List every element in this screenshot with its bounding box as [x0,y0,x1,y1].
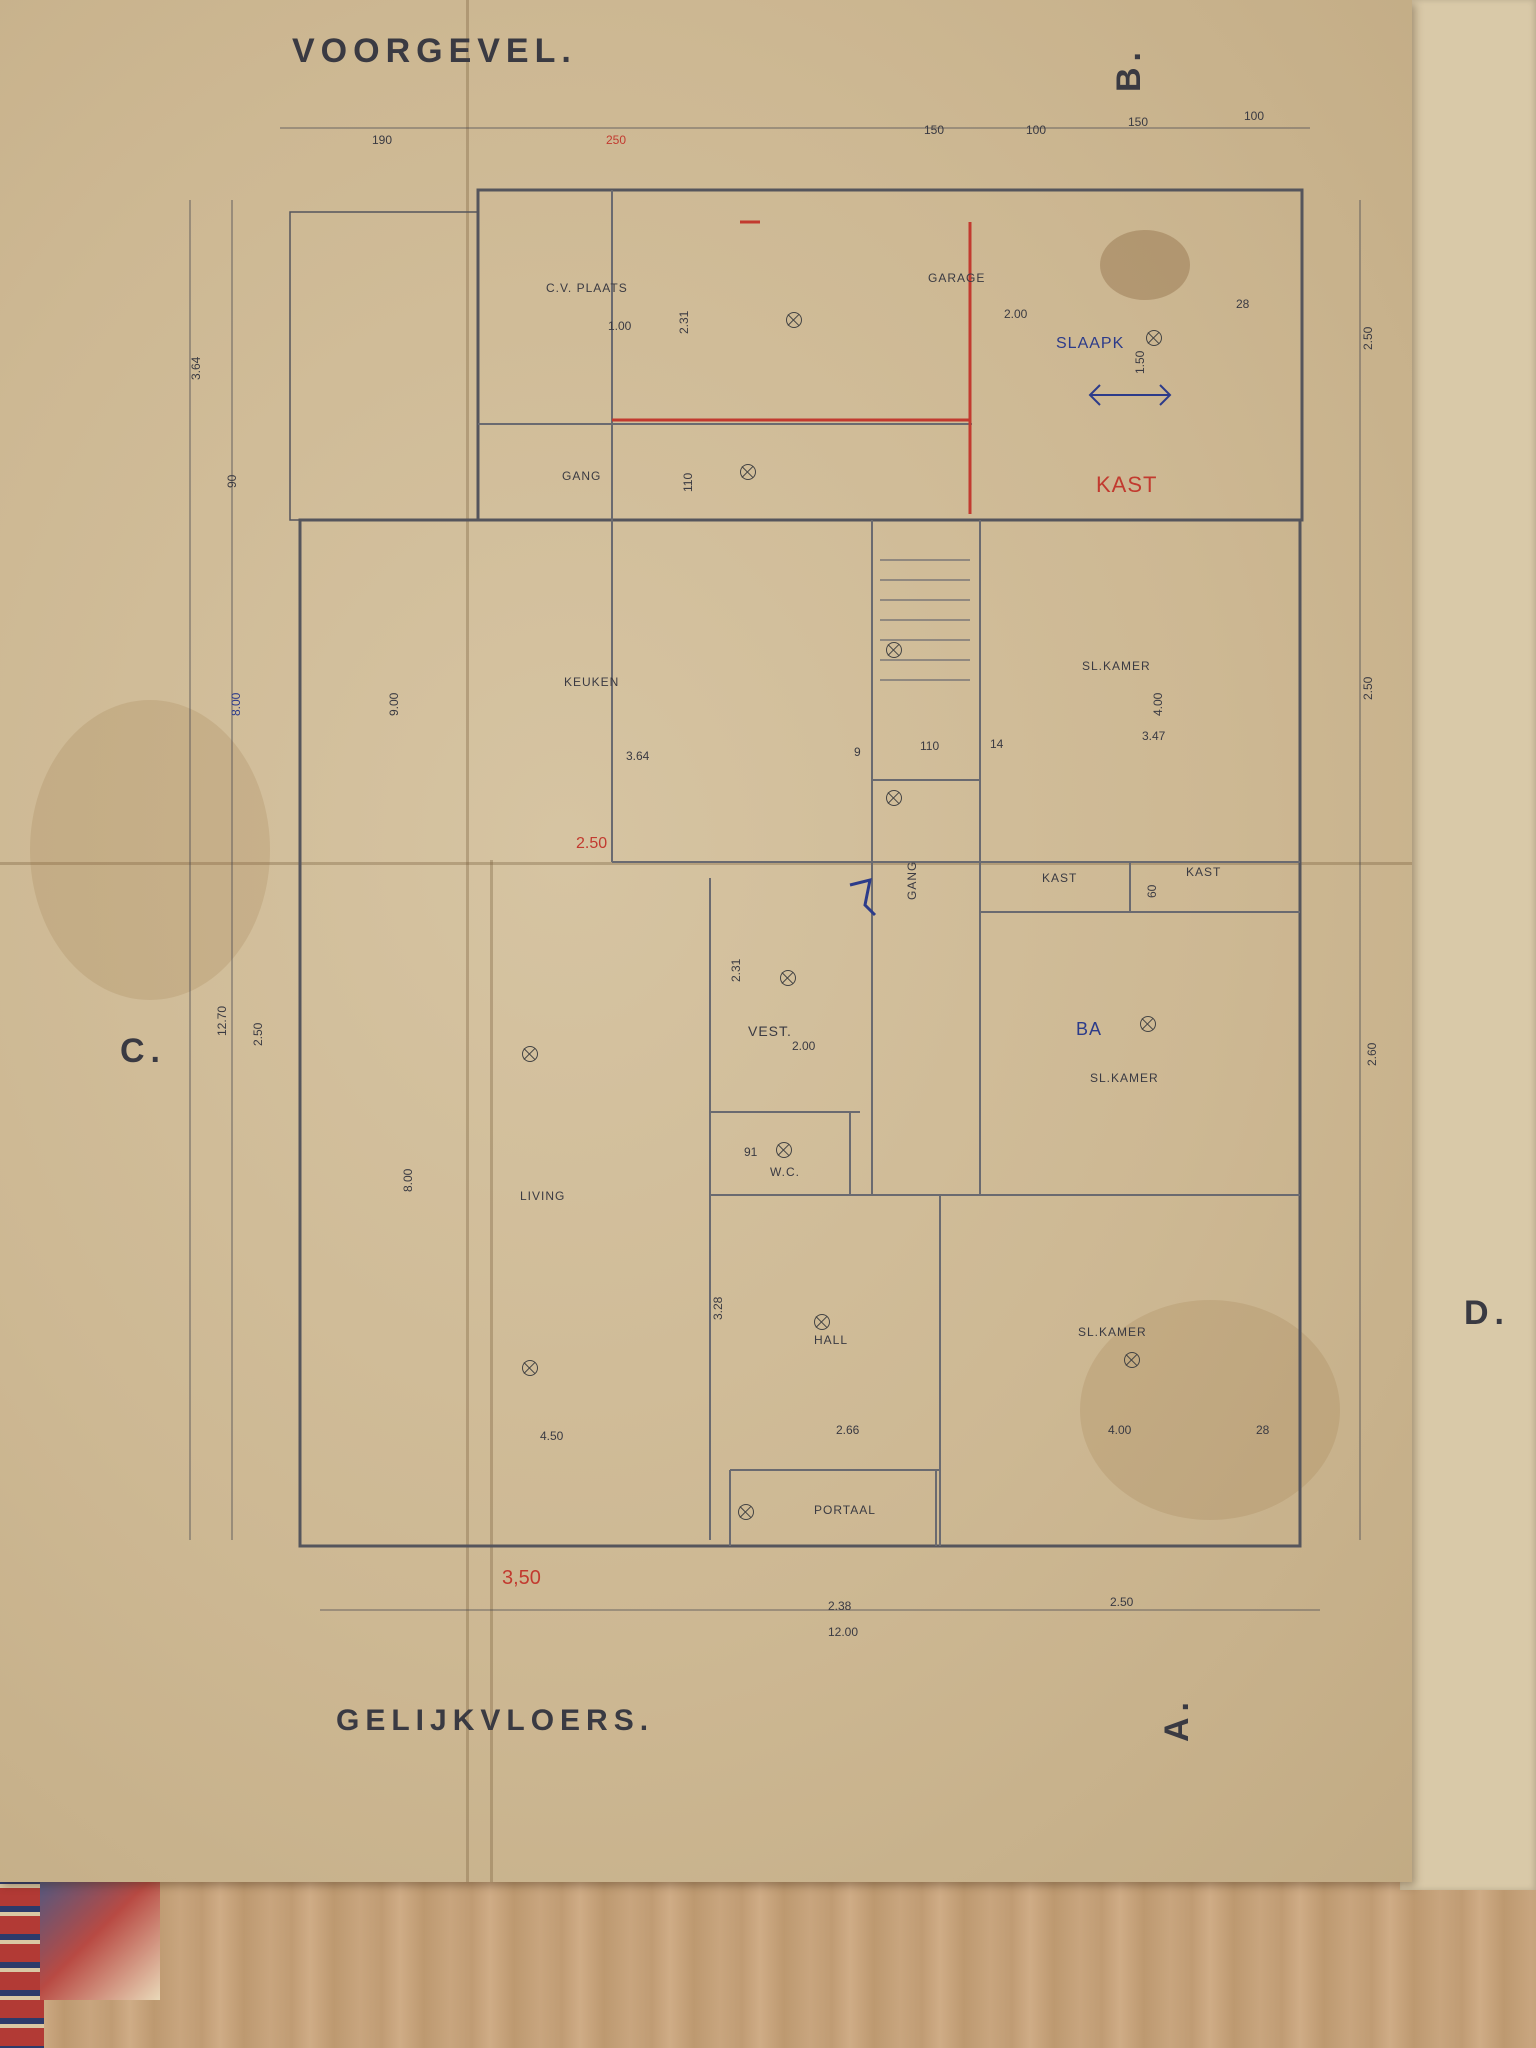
dim-right: 2.50 [1361,326,1375,350]
dim-top: 100 [1244,109,1265,123]
side-label-c: C. [120,1032,166,1070]
light-fixture-icon [740,464,756,480]
light-fixture-icon [786,312,802,328]
wall-main [300,520,1300,1546]
dim-interior: 4.00 [1108,1423,1132,1437]
dim-left: 3.64 [189,356,203,380]
dim-left: 2.50 [251,1022,265,1046]
dim-interior: 110 [920,739,940,753]
light-fixture-icon [522,1046,538,1062]
room-gang-top: GANG [562,469,602,483]
dim-interior: 4.50 [540,1429,564,1443]
room-wc: W.C. [770,1165,800,1179]
light-fixture-icon [1140,1016,1156,1032]
interior-walls [478,190,1300,1546]
dim-interior: 3.47 [1142,729,1166,743]
dim-left: 12.70 [215,1005,229,1036]
dim-top: 150 [924,123,945,137]
room-hall: HALL [814,1333,849,1347]
dim-interior: 9 [854,745,861,759]
dim-interior: 110 [681,472,695,492]
room-vest: VEST. [748,1023,792,1039]
room-kast-1: KAST [1042,871,1078,885]
dim-interior: 2.31 [677,310,691,334]
dim-left: 90 [225,474,239,488]
room-slkamer-3: SL.KAMER [1078,1325,1147,1339]
dim-interior: 2.00 [1004,307,1028,321]
light-fixture-icon [738,1504,754,1520]
exterior-walls [290,190,1302,1546]
room-portaal: PORTAAL [814,1503,876,1517]
room-slaapk: SLAAPK [1056,335,1125,352]
dim-interior: 28 [1236,297,1250,311]
room-cv: C.V. PLAATS [546,281,628,295]
facade-title: VOORGEVEL. [292,32,577,70]
dim-top: 190 [372,133,393,147]
red-revisions [612,222,970,514]
dim-right: 2.50 [1361,676,1375,700]
dim-interior: 1.00 [608,319,632,333]
side-label-d: D. [1464,1294,1510,1332]
light-fixture-icon [776,1142,792,1158]
room-slkamer-2: SL.KAMER [1090,1071,1159,1085]
dim-top: 100 [1026,123,1047,137]
room-keuken: KEUKEN [564,675,620,689]
light-fixture-icon [886,642,902,658]
dim-bottom: 12.00 [828,1625,859,1639]
dim-interior: 28 [1256,1423,1270,1437]
dim-interior: 8.00 [401,1168,415,1192]
dim-red-total: 3,50 [502,1567,541,1589]
wall-terrace [290,212,478,520]
light-fixture-icon [780,970,796,986]
dimension-lines [190,128,1360,1613]
light-fixture-icon [814,1314,830,1330]
dim-bottom: 2.38 [828,1599,852,1613]
dim-left: 8.00 [229,692,243,716]
dim-right: 2.60 [1365,1042,1379,1066]
room-garage: GARAGE [928,271,986,285]
dim-interior: 60 [1145,884,1159,898]
dim-interior: 9.00 [387,692,401,716]
staircase [880,560,970,680]
dim-interior: 3.28 [711,1296,725,1320]
dim-top: 250 [606,133,627,147]
room-kast-2: KAST [1186,865,1222,879]
room-ba: BA [1076,1019,1103,1039]
dim-interior: 14 [990,737,1004,751]
wall-top-block [478,190,1302,520]
room-gang-mid: GANG [905,860,919,900]
light-fixture-icon [1146,330,1162,346]
dim-interior: 91 [744,1145,758,1159]
side-label-a: A. [1158,1696,1196,1742]
dim-red-mid: 2.50 [576,835,608,852]
dim-interior: 1.50 [1133,350,1147,374]
floor-title: GELIJKVLOERS. [336,1704,655,1737]
room-living: LIVING [520,1189,566,1203]
room-kast-red: KAST [1096,472,1158,497]
dim-interior: 2.66 [836,1423,860,1437]
dim-interior: 2.00 [792,1039,816,1053]
dim-top: 150 [1128,115,1149,129]
dim-interior: 3.64 [626,749,650,763]
light-fixture-icon [886,790,902,806]
dim-bottom: 2.50 [1110,1595,1134,1609]
dim-interior: 2.31 [729,958,743,982]
light-fixture-icon [522,1360,538,1376]
light-fixture-icon [1124,1352,1140,1368]
room-slkamer-1: SL.KAMER [1082,659,1151,673]
dim-interior: 4.00 [1151,692,1165,716]
side-label-b: B. [1110,46,1148,92]
